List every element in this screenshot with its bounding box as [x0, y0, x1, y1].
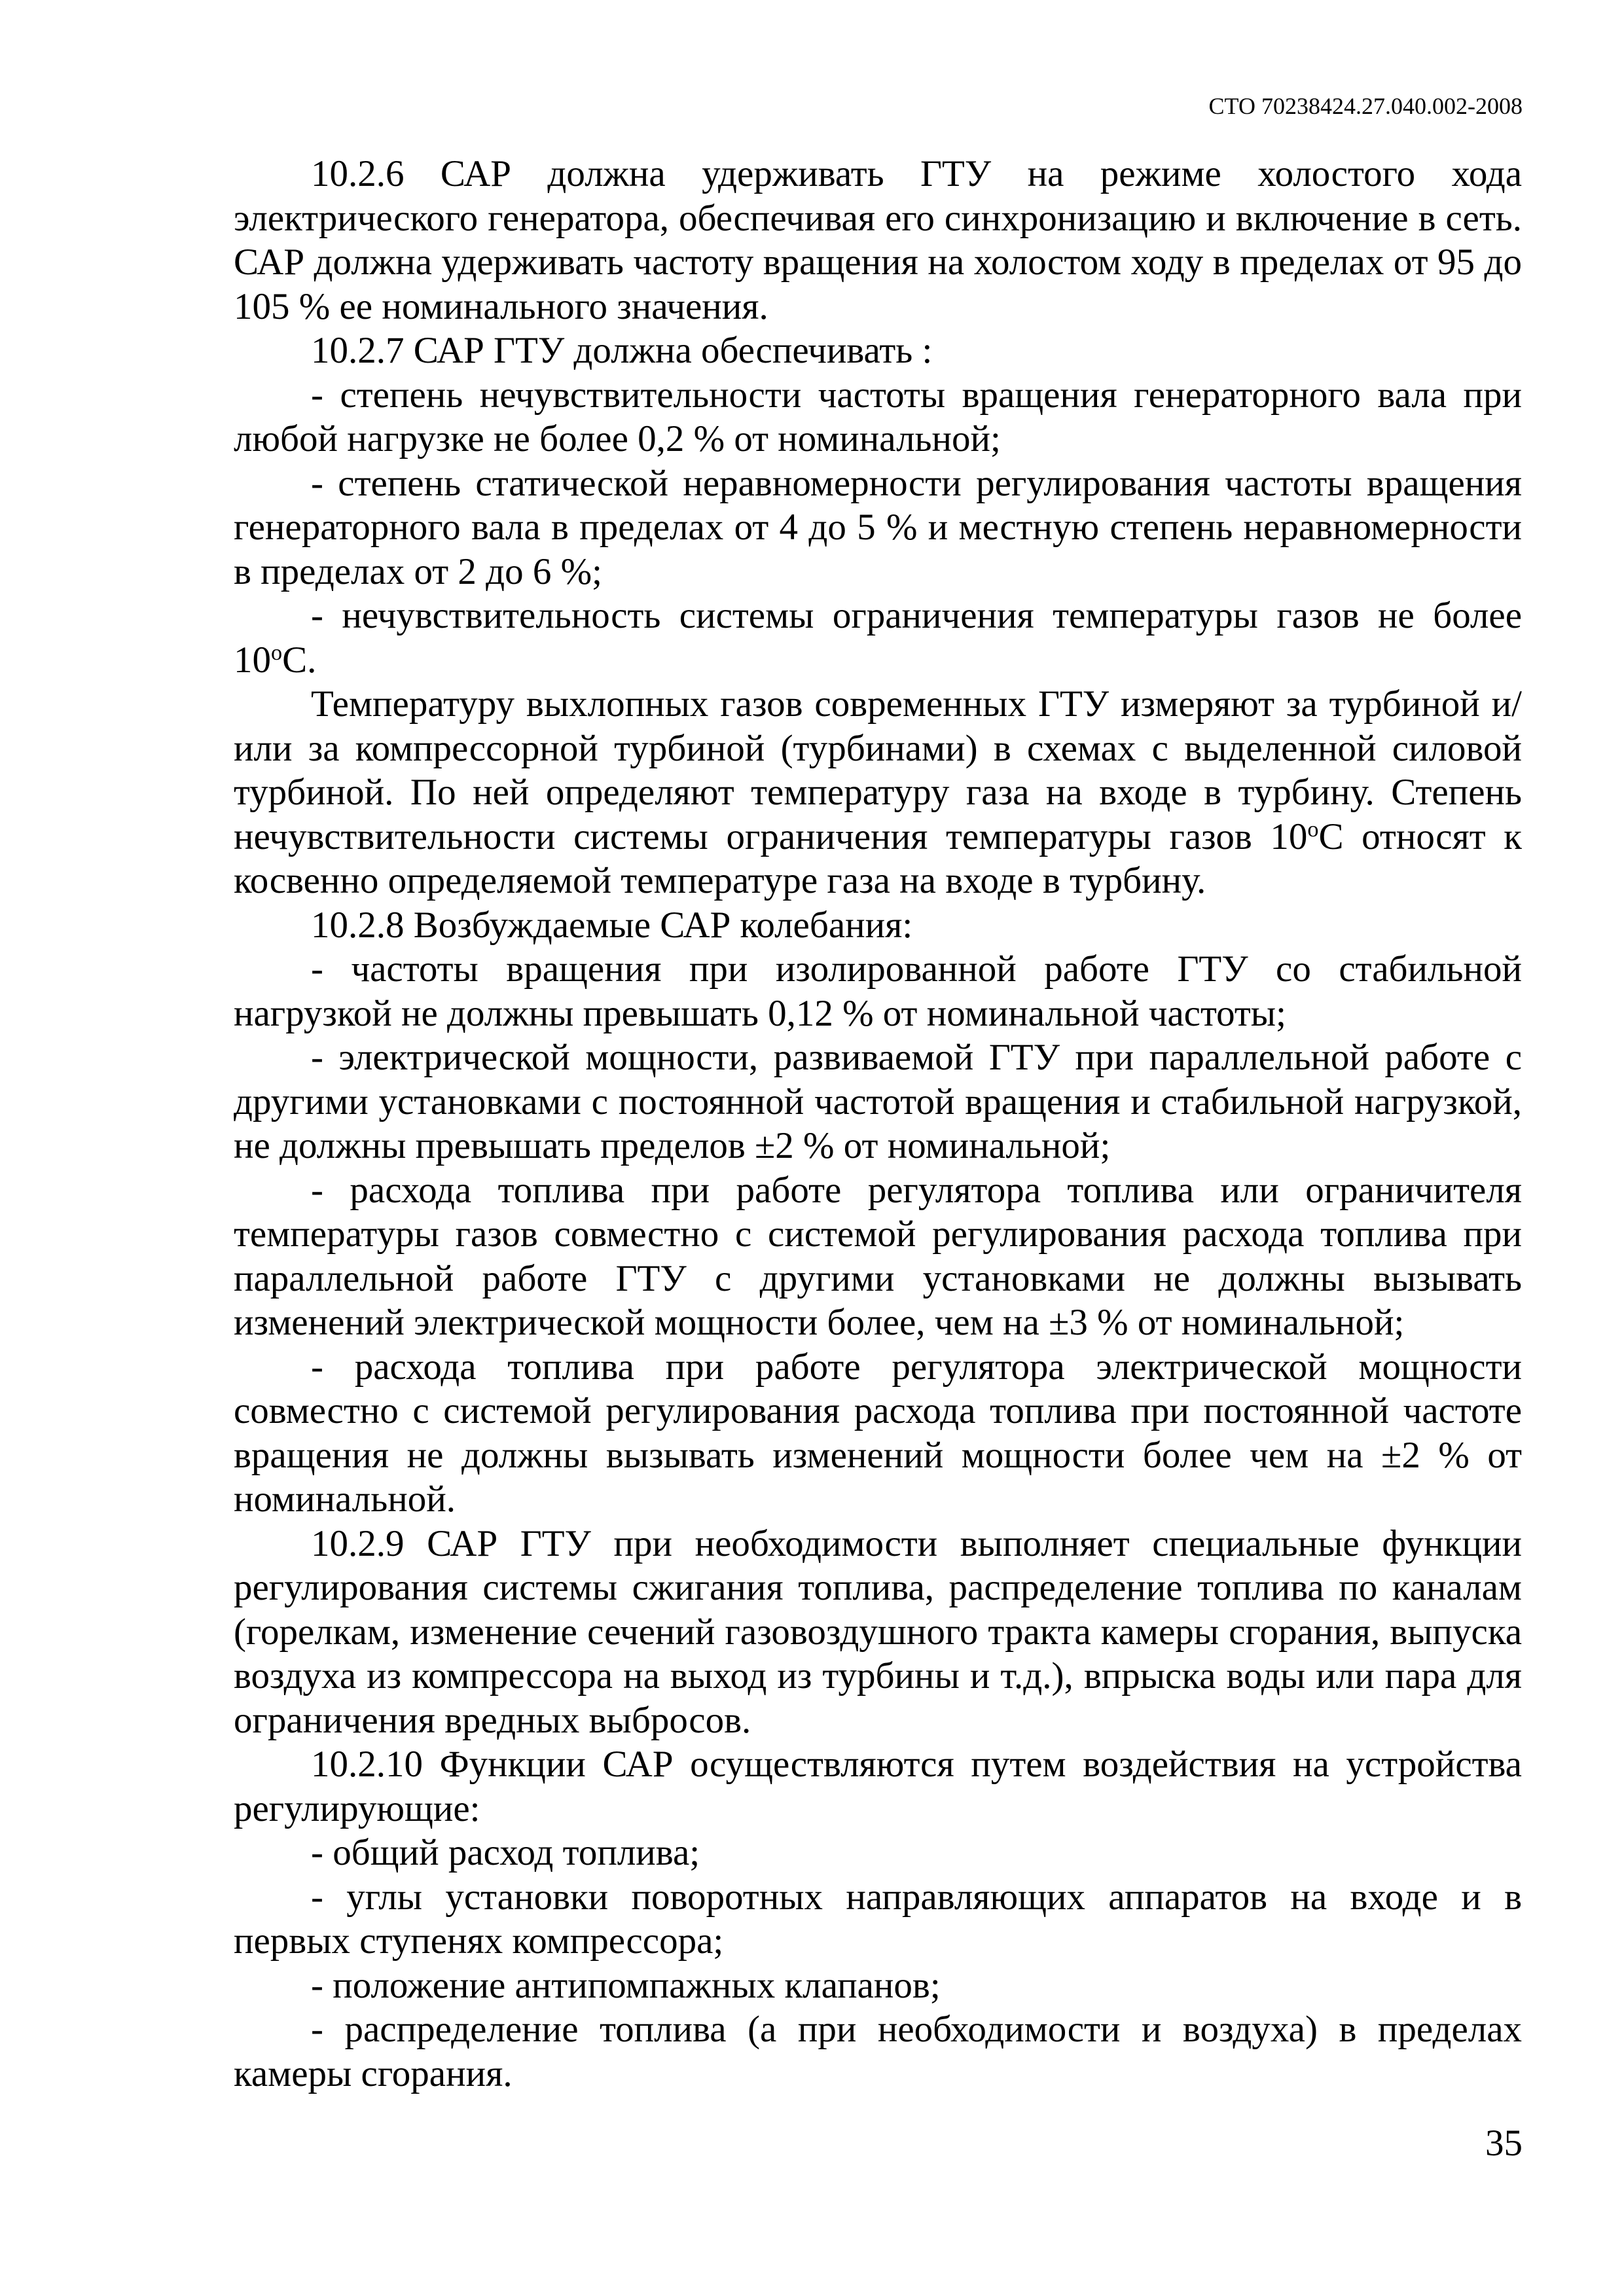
list-item-antisurge-valves: - положение антипомпажных клапанов; [311, 1964, 941, 2006]
paragraph-10-2-7: 10.2.7 САР ГТУ должна обеспечивать : [311, 330, 933, 371]
paragraph-exhaust-temperature-text: Температуру выхлопных газов современных ГТУ измеряют за турбиной и/или за компрессорной турбиной (турбинами) в схемах с выделенной силовой турбиной. По ней определяют температуру газа на входе в турбину. Степень нечувствительности системы ограничения температуры газов 10 [234, 683, 1522, 857]
degree-sign: о [271, 640, 283, 665]
list-item-fuel-flow-power-regulator: - расхода топлива при работе регулятора электрической мощности совместно с системой регулирования расхода топлива при постоянной частоте вращения не должны вызывать изменений мощности более чем на ±2 % от номинальной. [234, 1346, 1522, 1520]
list-item-temperature-limit [234, 594, 1522, 682]
list-item-guide-vanes: - углы установки поворотных направляющих аппаратов на входе и в первых ступенях компрессора; [234, 1876, 1522, 1962]
celsius-unit: С [1318, 816, 1344, 857]
list-item-rotation-frequency: - частоты вращения при изолированной работе ГТУ со стабильной нагрузкой не должны превышать 0,12 % от номинальной частоты; [234, 948, 1522, 1034]
paragraph-10-2-9: 10.2.9 САР ГТУ при необходимости выполняет специальные функции регулирования системы сжигания топлива, распределение топлива по каналам (горелкам, изменение сечений газовоздушного тракта камеры сгорания, выпуска воздуха из компрессора на выход из турбины и т.д.), впрыска воды или пара для ограничения вредных выбросов. [234, 1522, 1522, 1741]
document-code-header: СТО 70238424.27.040.002-2008 [1208, 93, 1523, 119]
celsius-unit: С. [282, 639, 317, 681]
paragraph-exhaust-temperature [234, 682, 1522, 903]
page-number: 35 [1485, 2123, 1523, 2164]
document-body [234, 152, 1522, 2096]
list-item-electric-power: - электрической мощности, развиваемой ГТУ при параллельной работе с другими установками с постоянной частотой вращения и стабильной нагрузкой, не должны превышать пределов ±2 % от номинальной; [234, 1037, 1522, 1166]
list-item-fuel-distribution: - распределение топлива (а при необходимости и воздуха) в пределах камеры сгорания. [234, 2009, 1522, 2094]
list-item-static-unevenness: - степень статической неравномерности регулирования частоты вращения генераторного вала в пределах от 4 до 5 % и местную степень неравномерности в пределах от 2 до 6 %; [234, 462, 1522, 592]
list-item-total-fuel-flow: - общий расход топлива; [311, 1832, 700, 1873]
paragraph-exhaust-temperature-tail: относят к косвенно определяемой температуре газа на входе в турбину. [234, 816, 1523, 901]
list-item-insensitivity: - степень нечувствительности частоты вращения генераторного вала при любой нагрузке не более 0,2 % от номинальной; [234, 374, 1522, 459]
paragraph-10-2-8: 10.2.8 Возбуждаемые САР колебания: [311, 904, 913, 946]
list-item-fuel-flow-limiter: - расхода топлива при работе регулятора топлива или ограничителя температуры газов совместно с системой регулирования расхода топлива при параллельной работе ГТУ с другими установками не должны вызывать изменений электрической мощности более, чем на ±3 % от номинальной; [234, 1169, 1522, 1343]
paragraph-10-2-10: 10.2.10 Функции САР осуществляются путем воздействия на устройства регулирующие: [234, 1744, 1522, 1829]
degree-sign: о [1307, 817, 1319, 842]
paragraph-10-2-6: 10.2.6 САР должна удерживать ГТУ на режиме холостого хода электрического генератора, обеспечивая его синхронизацию и включение в сеть. САР должна удерживать частоту вращения на холостом ходу в пределах от 95 до 105 % ее номинального значения. [234, 153, 1522, 327]
list-item-temperature-limit-text: - нечувствительность системы ограничения температуры газов не более 10 [234, 595, 1522, 681]
